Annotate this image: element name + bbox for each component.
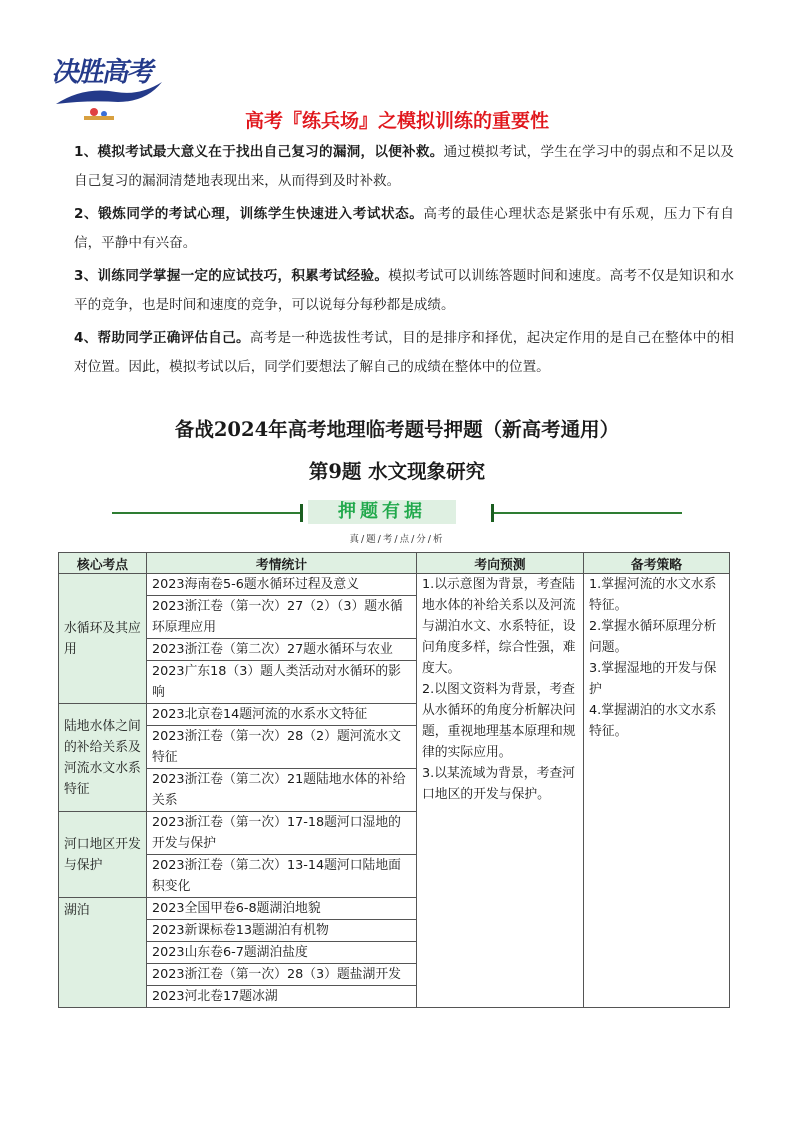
- banner-label: 押题有据: [308, 500, 456, 524]
- strategy-2: 2.掌握水循环原理分析问题。: [589, 619, 717, 655]
- header-prediction: 考向预测: [417, 553, 584, 574]
- stat-item: 2023北京卷14题河流的水系水文特征: [147, 704, 417, 726]
- header-strategy: 备考策略: [584, 553, 730, 574]
- subtitle: 高考『练兵场』之模拟训练的重要性: [244, 110, 549, 132]
- stat-item: 2023浙江卷（第一次）28（3）题盐湖开发: [147, 964, 417, 986]
- paragraph-3-text: 模拟考试可以训练答题时间和速度。高考不仅是知识和水平的竞争，也是时间和速度的竞争，可以说每分每秒都是成绩。: [74, 268, 734, 313]
- stat-item: 2023浙江卷（第二次）27题水循环与农业: [147, 639, 417, 661]
- banner-tick-left: [300, 504, 303, 522]
- core-topic-2: 陆地水体之间的补给关系及河流水文水系特征: [59, 704, 147, 812]
- core-topic-1: 水循环及其应用: [59, 574, 147, 704]
- question-title: 第9题 水文现象研究: [308, 460, 486, 483]
- prediction-3: 3.以某流域为背景，考查河口地区的开发与保护。: [422, 766, 575, 802]
- paragraph-2-text: 高考的最佳心理状态是紧张中有乐观，压力下有自信，平静中有兴奋。: [74, 206, 734, 251]
- header-core: 核心考点: [59, 553, 147, 574]
- prediction-cell: [417, 574, 584, 1008]
- main-title: 备战2024年高考地理临考题号押题（新高考通用）: [174, 418, 620, 441]
- paragraph-2-bold: 2、锻炼同学的考试心理，训练学生快速进入考试状态。: [74, 206, 424, 222]
- logo-text: 决胜高考: [50, 57, 157, 88]
- strategy-1: 1.掌握河流的水文水系特征。: [589, 577, 717, 613]
- section-banner: [112, 500, 682, 526]
- table-header-row: [59, 553, 730, 574]
- stat-item: 2023新课标卷13题湖泊有机物: [147, 920, 417, 942]
- paragraph-4: [74, 324, 734, 382]
- paragraph-3: [74, 262, 734, 320]
- table-row: [59, 574, 730, 596]
- core-topic-4: 湖泊: [59, 898, 147, 1008]
- stat-item: 2023广东18（3）题人类活动对水循环的影响: [147, 661, 417, 704]
- stat-item: 2023浙江卷（第一次）28（2）题河流水文特征: [147, 726, 417, 769]
- banner-line-left: [112, 512, 300, 514]
- stat-item: 2023海南卷5-6题水循环过程及意义: [147, 574, 417, 596]
- paragraph-2: [74, 200, 734, 258]
- stat-item: 2023浙江卷（第一次）17-18题河口湿地的开发与保护: [147, 812, 417, 855]
- banner-line-right: [494, 512, 682, 514]
- paragraph-1: [74, 138, 734, 196]
- paragraph-1-text: 通过模拟考试，学生在学习中的弱点和不足以及自己复习的漏洞清楚地表现出来，从而得到及时补救。: [74, 144, 734, 189]
- strategy-4: 4.掌握湖泊的水文水系特征。: [589, 703, 717, 739]
- stat-item: 2023河北卷17题冰湖: [147, 986, 417, 1008]
- core-topic-3: 河口地区开发与保护: [59, 812, 147, 898]
- paragraph-3-bold: 3、训练同学掌握一定的应试技巧，积累考试经验。: [74, 268, 389, 284]
- stat-item: 2023浙江卷（第二次）13-14题河口陆地面积变化: [147, 855, 417, 898]
- paragraph-4-bold: 4、帮助同学正确评估自己。: [74, 330, 250, 346]
- prediction-2: 2.以图文资料为背景，考查从水循环的角度分析解决问题，重视地理基本原理和规律的实际应用。: [422, 682, 576, 760]
- stat-item: 2023全国甲卷6-8题湖泊地貌: [147, 898, 417, 920]
- strategy-cell: [584, 574, 730, 1008]
- stat-item: 2023浙江卷（第一次）27（2）（3）题水循环原理应用: [147, 596, 417, 639]
- stat-item: 2023浙江卷（第二次）21题陆地水体的补给关系: [147, 769, 417, 812]
- strategy-3: 3.掌握湿地的开发与保护: [589, 661, 717, 697]
- paragraph-1-bold: 1、模拟考试最大意义在于找出自己复习的漏洞，以便补救。: [74, 144, 444, 160]
- header-stats: 考情统计: [147, 553, 417, 574]
- prediction-1: 1.以示意图为背景，考查陆地水体的补给关系以及河流与湖泊水文、水系特征，设问角度多样，综合性强，难度大。: [422, 577, 576, 676]
- stat-item: 2023山东卷6-7题湖泊盐度: [147, 942, 417, 964]
- paragraph-4-text: 高考是一种选拔性考试，目的是排序和择优，起决定作用的是自己在整体中的相对位置。因此，模拟考试以后，同学们要想法了解自己的成绩在整体中的位置。: [74, 330, 735, 375]
- banner-subtitle: 真/题/考/点/分/析: [349, 534, 445, 545]
- exam-analysis-table: [58, 552, 730, 1008]
